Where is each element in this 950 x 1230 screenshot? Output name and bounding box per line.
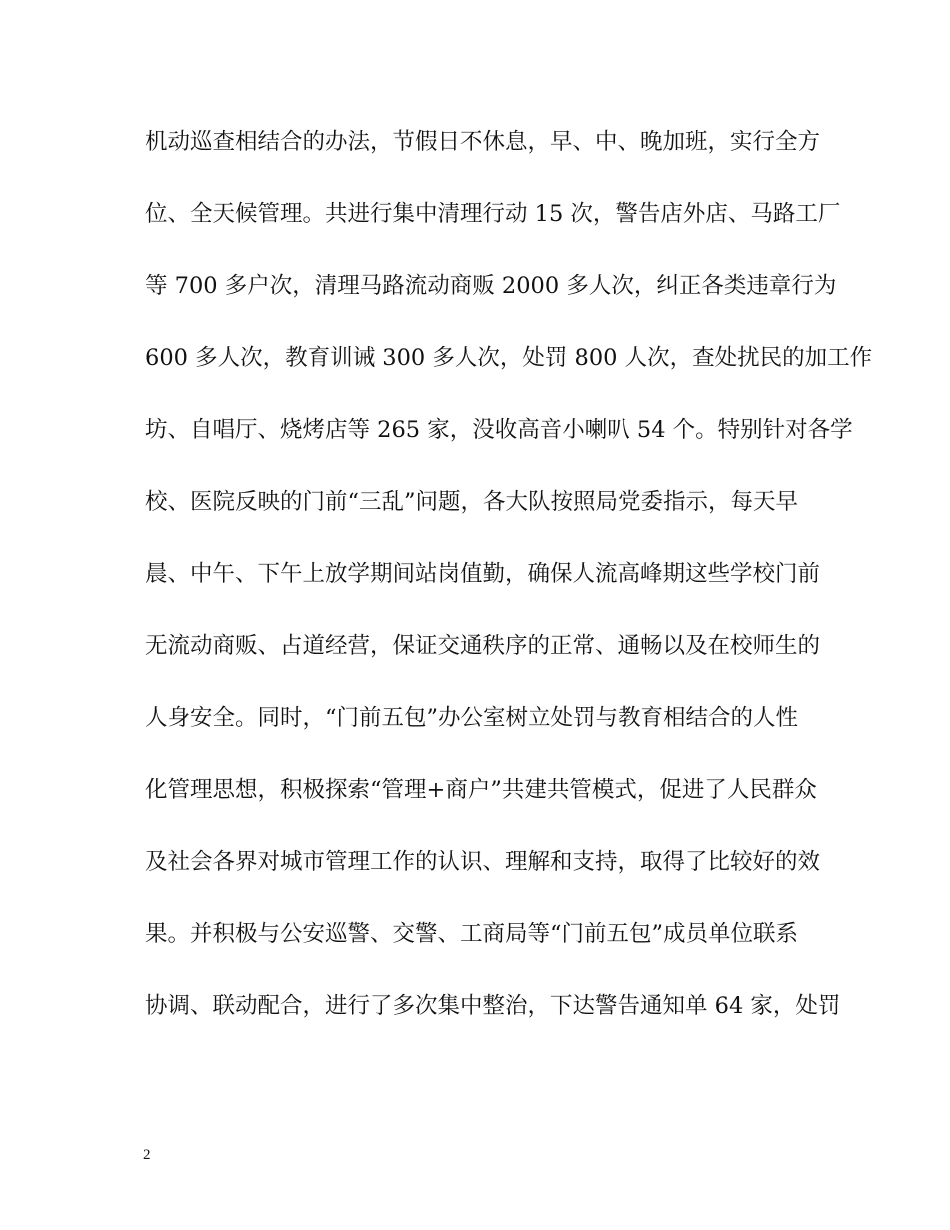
text-line: 位、全天候管理。共进行集中清理行动 15 次，警告店外店、马路工厂 [145,201,841,227]
text-line: 等 700 多户次，清理马路流动商贩 2000 多人次，纠正各类违章行为 [145,273,837,299]
page-number: 2 [143,1147,151,1163]
text-line: 校、医院反映的门前“三乱”问题，各大队按照局党委指示，每天早 [145,489,799,515]
text-line: 果。并积极与公安巡警、交警、工商局等“门前五包”成员单位联系 [145,921,799,947]
text-line: 机动巡查相结合的办法，节假日不休息，早、中、晚加班，实行全方 [145,129,821,155]
text-line: 及社会各界对城市管理工作的认识、理解和支持，取得了比较好的效 [145,849,821,875]
text-line: 协调、联动配合，进行了多次集中整治，下达警告通知单 64 家，处罚 [145,993,841,1019]
body-text [145,122,873,1058]
text-line: 600 多人次，教育训诫 300 多人次，处罚 800 人次，查处扰民的加工作 [145,345,873,371]
text-line: 化管理思想，积极探索“管理+商户”共建共管模式，促进了人民群众 [145,777,817,803]
text-line: 坊、自唱厅、烧烤店等 265 家，没收高音小喇叭 54 个。特别针对各学 [145,417,853,443]
text-line: 无流动商贩、占道经营，保证交通秩序的正常、通畅以及在校师生的 [145,633,821,659]
text-line: 人身安全。同时，“门前五包”办公室树立处罚与教育相结合的人性 [145,705,799,731]
text-line: 晨、中午、下午上放学期间站岗值勤，确保人流高峰期这些学校门前 [145,561,821,587]
